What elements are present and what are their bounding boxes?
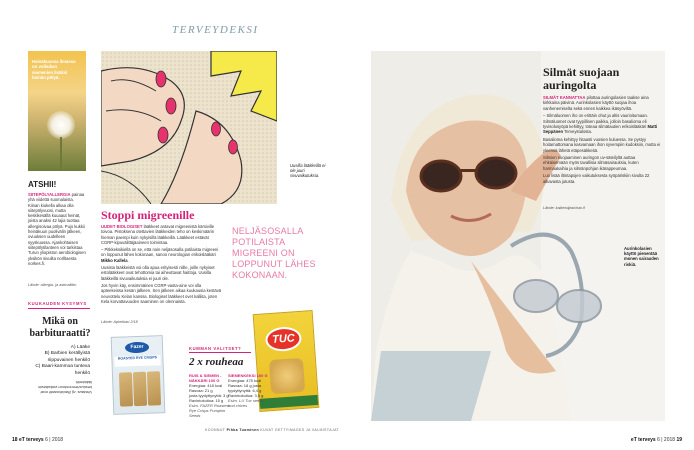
product-line: Rasvaa: 21 g [189, 388, 213, 393]
fazer-crispbread-package [111, 335, 166, 415]
article-paragraph [101, 224, 222, 245]
product-line: tyydyttynyttä: 6,4 g [228, 388, 262, 393]
quiz-rule [28, 308, 90, 309]
magazine-brand: eT terveys [18, 437, 44, 443]
tested-label: KUMMAN VALITSET? [189, 346, 242, 351]
article-paragraph: Uusista lääkkeistä voi olla apua erityisesti niille, joille nykyiset estolääkkeet ovat tehottomia tai aiheuttavat haittoja. Uusilla lääkkeillä sivuvaikutuksia ei juuri ole. [101, 265, 215, 281]
article-paragraph: Jos hyvin käy, ensimmäinen CGRP-vasta-aine voi olla apteekeissa kesän jälkeen. Sen jälkeen aikaa kuukausia kestävä neuvottelu Kelan kanssa. Biologiset lääkkeet ovet kalliita, joten Kela korvattavuuden saaminen on olennaista. [101, 282, 222, 304]
magazine-brand: eT terveys [630, 437, 656, 443]
tested-title: 2 x rouheaa [189, 356, 244, 368]
product-tuc [228, 373, 268, 408]
issue: 6 | 2018 [45, 437, 64, 443]
footer-right [631, 437, 682, 443]
right-text: – Silmäluomen iho on erittäin ohut ja altis vaurioitumaan. Silmäluomet ovat tyypillinen paikka, jolloin basalioma eli tyvisolusyöpä kehittyy, toteaa silmätautien erikoislääkäri [543, 113, 648, 130]
article-title: Stoppi migreenille [101, 208, 195, 222]
right-paragraph: Basalioma kehittyy hitaasti vuosien kuluessa. Se pystyy hoitamattomana kasvamaan ihon syvempiin kudoksiin, mutta ei yleensä lähetä etäpesäkkeitä. [543, 136, 661, 153]
right-text: Terveystalosta. [563, 129, 593, 135]
fazer-band: ROASTED RYE CRISPS [114, 355, 160, 367]
atshii-text: painaa yhä viidettä suomalaista. Kiinan kiukella alkaa olla siitepölyvuosi, mutta keskikesällä kuuaaut heinät, joista anaksi 42 lajia tuottaa allergisoivaa pölyä. Pujo kukkii heinäkuun puolivälin jälkeen, ovuuksen uudelleen syyskuussa. Ajankohtaisen siitepölytilanteen voi tarkistaa Turun yliopiston aerobiologisen yksikön sivuilta norlltaesta norkes.fi. [28, 192, 86, 266]
comic-illustration [101, 51, 277, 204]
product-line: Rasvaa: 18 g josta [228, 383, 262, 388]
quiz-option: B) Barbien kerällyistä riippuvainen henkilö [44, 351, 90, 363]
footer-left [12, 437, 63, 443]
product-line: Ravintokuitua: 3,5 g [228, 393, 264, 398]
credit-suffix: KUVAT GETTYIMAGES JA VALMISTAJAT [258, 428, 340, 432]
right-lead: SILMÄT KANNATTAA [543, 95, 586, 100]
quiz-label: KUUKAUDEN KYSYMYS [28, 301, 87, 306]
right-title: Silmät suojaan auringolta [543, 65, 620, 92]
right-text: pilottaa auringolasien taakse aina kirkkaina päivinä. Aurinkolasien käyttö suojaa ihoa vanhenemiselta sekä ennen kaikkea ikäsyöviltä. [543, 95, 649, 111]
expert-name: Mikko Kallela [101, 257, 128, 263]
product-line: josta tyydyttynyttä: 3 g [189, 393, 229, 398]
product-line: Energiaa: 475 kcal [228, 378, 262, 383]
article-lead: UUDET BIOLOGISET [101, 224, 143, 229]
article-body [101, 224, 222, 306]
crispbread-slice [133, 372, 147, 406]
issue: 6 | 2018 [657, 437, 676, 443]
quiz-option: C) Baari-kammoa tunteva henkilö [35, 364, 90, 376]
fazer-logo: Fazer [125, 342, 149, 354]
tuc-logo: TUC [265, 326, 303, 352]
dandelion-puff [47, 111, 75, 139]
crispbread-slice [147, 371, 161, 405]
atshii-title: ATSHII! [28, 180, 57, 189]
right-paragraph [543, 95, 661, 111]
right-body [543, 95, 661, 186]
comic-caption: Uusilla lääkkeillä ei ole juuri sivuvaikutuksia. [290, 163, 326, 179]
quiz-title: Mikä on barbituraatti? [29, 316, 91, 339]
dandelion-stem [60, 137, 62, 171]
photo-credit [205, 428, 339, 432]
article-text: – Pitkkeksikiellä on se, että noin neljäsosalla potilaista migreeni on loppunut lähes kokonaan, sanoo neurologian erikoislääkäri [101, 247, 219, 258]
section-label: TERVEYDEKSI [172, 24, 259, 36]
product-fazer [189, 373, 229, 418]
right-paragraph: Luo lisää iltintapojen vaikutuksesta syöpäriskiin sivulta 22 alkavasta jutusta. [543, 173, 650, 184]
dandelion-photo [28, 51, 86, 171]
product-note: Esim. LU Tuc seeds and chives [228, 398, 264, 408]
dandelion-caption: Heinäkuussa ilmassa on voikukan siemenien lisäksi heinän pölyä. [32, 59, 76, 81]
right-source: Lähde: kaiketuijasivisto.fi [543, 206, 585, 210]
comic-art [101, 51, 277, 204]
article-source: Lähde: Aptekkari 2/18 [101, 320, 138, 324]
crispbread-slice [119, 372, 133, 406]
page-number: 18 [12, 437, 18, 443]
product-line: Energiaa: 418 kcal [189, 383, 223, 388]
tested-rule [189, 352, 251, 353]
atshii-body [28, 192, 86, 266]
atshii-source: Lähde: allergia- ja astmaliitto [28, 283, 77, 287]
right-paragraph: Silmien suojaaminen auringon uv-säteilyltä auttaa ehkäisemään myös tavallisia silmäsairauksia, kuten harmaakaihia ja silmänpohjan ikärappeumaa. [543, 155, 639, 171]
product-note: Esim. FAZER Roasted Rye Crisps Pumpkin Seeds [189, 403, 229, 418]
article-paragraph [101, 247, 222, 263]
right-paragraph [543, 113, 661, 135]
credit-name: Pihka Tuominen [226, 428, 259, 432]
article-text: . [127, 257, 129, 263]
article-text: lääkkeet antavat migreenistä kärsiville toivoa. Pistoksena otettavien lääkkeiden teho on keskimäärin hieman paempi kuin nykyisillä lääkkeillä. Lääkkeet estävät CGRP-kipuvälittäjäaineen toimintaa. [101, 224, 215, 245]
credit-prefix: KOONNUT [205, 428, 227, 432]
pullquote: NELJÄSOSALLA POTILAISTA MIGREENI ON LOPPUNUT LÄHES KOKONAAN. [232, 226, 316, 280]
tuc-stripe [260, 395, 319, 409]
product-line: Ravintokuitua: 15 g [189, 398, 224, 403]
atshii-lead: SIITEPÖLYALLERGIA [28, 192, 71, 197]
expert-name: Matti Seppänen [543, 124, 658, 135]
quiz-option: A) Lääke [70, 345, 90, 350]
glasses-caption: Aurinkolasien käyttö pienentää monen sairauden riskiä. [624, 246, 659, 267]
quiz-options [28, 345, 90, 377]
product-name: SIEMENKEKSI 100 G [228, 373, 268, 378]
tuc-cracker [269, 358, 305, 394]
quiz-answer: Vastaus: a) Barbituraatit ovat keskushermostoon vaikuttavia lääkkeitä. [38, 380, 92, 395]
page-number: 19 [676, 437, 682, 443]
product-name: RUIS & SIEMEN -NÄKKÄRI 100 G [189, 373, 222, 383]
